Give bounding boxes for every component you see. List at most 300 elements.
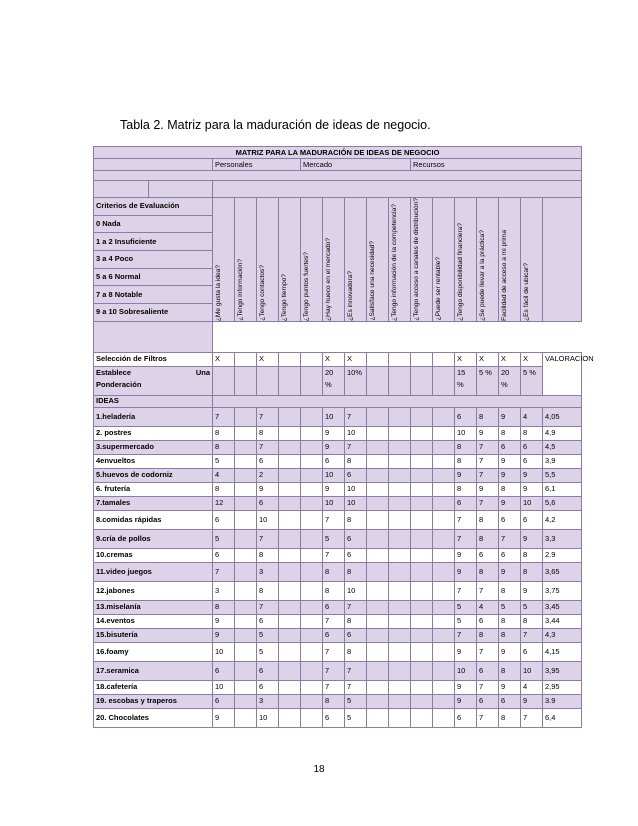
idea-score — [301, 581, 323, 600]
weight-label-b: Una — [195, 367, 210, 377]
idea-score: 10 — [345, 426, 367, 440]
table-row — [94, 694, 582, 708]
idea-score: 10 — [345, 482, 367, 496]
filter-mark — [279, 352, 301, 366]
idea-score: 8 — [257, 426, 279, 440]
idea-score: 6 — [345, 548, 367, 562]
table-row — [94, 407, 582, 426]
idea-score: 12 — [213, 496, 235, 510]
idea-score — [235, 496, 257, 510]
idea-score — [411, 468, 433, 482]
idea-score: 8 — [455, 440, 477, 454]
question-text: Facilidad de acceso a mi prima — [501, 229, 508, 321]
idea-total: 4,5 — [543, 440, 582, 454]
table-row — [94, 614, 582, 628]
ideas-label: IDEAS — [94, 395, 213, 407]
idea-score: 10 — [257, 510, 279, 529]
question-header — [257, 198, 279, 322]
idea-score — [367, 680, 389, 694]
idea-score: 9 — [455, 694, 477, 708]
idea-total: 3,45 — [543, 600, 582, 614]
idea-score — [433, 694, 455, 708]
idea-score — [411, 680, 433, 694]
question-header — [499, 198, 521, 322]
question-header — [521, 198, 543, 322]
idea-score — [279, 581, 301, 600]
idea-total: 6,4 — [543, 708, 582, 727]
idea-score — [301, 628, 323, 642]
idea-name: 16.foamy — [94, 642, 213, 661]
idea-score: 10 — [345, 496, 367, 510]
idea-score: 7 — [323, 614, 345, 628]
idea-score: 9 — [521, 581, 543, 600]
idea-score: 3 — [257, 562, 279, 581]
question-text: ¿Puede ser rentable? — [435, 257, 442, 321]
question-header — [301, 198, 323, 322]
idea-score — [367, 581, 389, 600]
maturation-matrix-table — [93, 146, 594, 728]
idea-score: 4 — [213, 468, 235, 482]
idea-score — [433, 426, 455, 440]
idea-score: 10 — [521, 496, 543, 510]
idea-score — [389, 440, 411, 454]
idea-score: 8 — [499, 426, 521, 440]
idea-score: 7 — [455, 510, 477, 529]
idea-score: 6 — [345, 529, 367, 548]
idea-score: 3 — [257, 694, 279, 708]
idea-score — [389, 680, 411, 694]
idea-score — [235, 581, 257, 600]
idea-score: 5 — [257, 628, 279, 642]
question-text: ¿Tengo disponibilidad financiera? — [457, 222, 464, 321]
idea-score: 8 — [499, 708, 521, 727]
idea-score — [367, 614, 389, 628]
idea-score — [279, 614, 301, 628]
idea-score: 9 — [213, 708, 235, 727]
idea-score — [301, 468, 323, 482]
group-mercado: Mercado — [301, 159, 411, 171]
idea-score: 6 — [499, 510, 521, 529]
idea-score: 8 — [455, 454, 477, 468]
idea-score: 9 — [499, 468, 521, 482]
idea-score — [279, 548, 301, 562]
idea-score: 7 — [455, 581, 477, 600]
table-row — [94, 395, 582, 407]
idea-score — [235, 628, 257, 642]
question-header — [411, 198, 433, 322]
idea-score: 9 — [521, 482, 543, 496]
idea-score — [301, 600, 323, 614]
idea-score: 2 — [257, 468, 279, 482]
idea-score: 5 — [455, 600, 477, 614]
idea-score — [433, 708, 455, 727]
idea-score: 8 — [499, 628, 521, 642]
idea-score — [367, 548, 389, 562]
idea-score: 7 — [257, 529, 279, 548]
idea-score — [235, 454, 257, 468]
idea-total: 3.9 — [543, 694, 582, 708]
scale-item: 3 a 4 Poco — [94, 251, 213, 269]
table-row — [94, 321, 582, 352]
idea-score — [389, 562, 411, 581]
idea-score: 10 — [521, 661, 543, 680]
idea-score — [235, 708, 257, 727]
idea-score — [279, 680, 301, 694]
idea-score — [279, 661, 301, 680]
filter-mark: X — [257, 352, 279, 366]
idea-score — [279, 642, 301, 661]
idea-name: 4envueltos — [94, 454, 213, 468]
scale-item: 7 a 8 Notable — [94, 286, 213, 304]
idea-score: 7 — [477, 680, 499, 694]
idea-total: 3,65 — [543, 562, 582, 581]
table-row — [94, 661, 582, 680]
idea-score: 9 — [499, 680, 521, 694]
weight-value — [257, 366, 279, 395]
idea-score — [367, 407, 389, 426]
idea-score: 9 — [455, 642, 477, 661]
scale-item: 9 a 10 Sobresaliente — [94, 304, 213, 322]
idea-score — [367, 454, 389, 468]
idea-name: 15.bisutería — [94, 628, 213, 642]
idea-score — [433, 468, 455, 482]
idea-score: 5 — [323, 529, 345, 548]
scale-item: 5 a 6 Normal — [94, 268, 213, 286]
question-text: ¿Tengo puntos fuertes? — [303, 251, 310, 321]
filter-mark: X — [521, 352, 543, 366]
idea-score — [367, 600, 389, 614]
weight-value — [279, 366, 301, 395]
idea-score: 6 — [345, 628, 367, 642]
idea-total: 4,9 — [543, 426, 582, 440]
idea-score — [279, 468, 301, 482]
table-row — [94, 468, 582, 482]
idea-score: 8 — [213, 600, 235, 614]
idea-score: 9 — [499, 642, 521, 661]
idea-name: 7.tamales — [94, 496, 213, 510]
idea-score — [279, 708, 301, 727]
question-header — [323, 198, 345, 322]
idea-score: 7 — [477, 454, 499, 468]
idea-score — [411, 426, 433, 440]
idea-score — [411, 548, 433, 562]
idea-score: 8 — [345, 454, 367, 468]
idea-score: 8 — [323, 581, 345, 600]
question-text: ¿Tengo información? — [237, 259, 244, 321]
idea-score — [279, 562, 301, 581]
idea-score — [279, 440, 301, 454]
question-header — [477, 198, 499, 322]
filter-label: Selección de Filtros — [94, 352, 213, 366]
idea-score — [301, 680, 323, 694]
idea-score — [301, 454, 323, 468]
weight-label-c: Ponderación — [96, 379, 142, 389]
idea-name: 8.comidas rápidas — [94, 510, 213, 529]
valoracion-header: VALORACION — [543, 352, 582, 395]
question-header — [213, 198, 235, 322]
table-row — [94, 600, 582, 614]
idea-score: 6 — [323, 454, 345, 468]
idea-score — [389, 482, 411, 496]
idea-score: 7 — [257, 440, 279, 454]
idea-score — [279, 496, 301, 510]
idea-score — [367, 440, 389, 454]
idea-name: 13.miselanía — [94, 600, 213, 614]
page-number: 18 — [313, 764, 325, 775]
idea-score — [433, 581, 455, 600]
filter-mark: X — [455, 352, 477, 366]
idea-score — [411, 562, 433, 581]
idea-score: 10 — [213, 680, 235, 694]
idea-total: 3,95 — [543, 661, 582, 680]
idea-score: 10 — [455, 426, 477, 440]
idea-score — [411, 529, 433, 548]
idea-score — [411, 440, 433, 454]
idea-score — [389, 426, 411, 440]
idea-score: 8 — [477, 628, 499, 642]
idea-score: 8 — [477, 407, 499, 426]
idea-score — [235, 426, 257, 440]
table-row — [94, 159, 582, 171]
idea-score — [433, 661, 455, 680]
idea-score: 6 — [477, 548, 499, 562]
idea-total: 3,3 — [543, 529, 582, 548]
idea-score — [367, 426, 389, 440]
idea-score: 5 — [213, 529, 235, 548]
idea-score: 7 — [323, 661, 345, 680]
weight-label — [94, 366, 213, 395]
idea-score: 8 — [323, 694, 345, 708]
idea-score — [301, 614, 323, 628]
idea-score — [279, 510, 301, 529]
idea-name: 14.eventos — [94, 614, 213, 628]
idea-score: 9 — [257, 482, 279, 496]
idea-score: 8 — [521, 562, 543, 581]
question-text: ¿Es fácil de ubicar? — [523, 262, 530, 321]
table-row — [94, 628, 582, 642]
idea-score: 6 — [455, 407, 477, 426]
idea-score: 6 — [213, 694, 235, 708]
idea-score: 7 — [213, 562, 235, 581]
weight-value — [433, 366, 455, 395]
idea-score: 9 — [521, 529, 543, 548]
weight-value: 5 % — [477, 366, 499, 395]
idea-score — [367, 510, 389, 529]
question-text: ¿Es innovadora? — [347, 270, 354, 321]
idea-score — [433, 628, 455, 642]
idea-score: 6 — [213, 661, 235, 680]
idea-score: 8 — [345, 614, 367, 628]
idea-score: 9 — [499, 454, 521, 468]
idea-score — [411, 614, 433, 628]
idea-score — [411, 600, 433, 614]
idea-score — [433, 510, 455, 529]
idea-score: 7 — [323, 510, 345, 529]
table-row — [94, 352, 582, 366]
filter-mark — [433, 352, 455, 366]
idea-score: 7 — [345, 600, 367, 614]
idea-score — [301, 562, 323, 581]
idea-score: 6 — [477, 694, 499, 708]
weight-value: 20 % — [323, 366, 345, 395]
question-header — [235, 198, 257, 322]
idea-score: 7 — [323, 548, 345, 562]
idea-score — [301, 482, 323, 496]
filter-mark: X — [477, 352, 499, 366]
idea-score: 8 — [213, 426, 235, 440]
idea-score — [235, 680, 257, 694]
idea-score: 7 — [477, 496, 499, 510]
idea-name: 9.cría de pollos — [94, 529, 213, 548]
idea-score: 3 — [213, 581, 235, 600]
idea-total: 3,44 — [543, 614, 582, 628]
table-row — [94, 581, 582, 600]
idea-score — [367, 468, 389, 482]
idea-score — [235, 614, 257, 628]
idea-score — [411, 628, 433, 642]
idea-score: 6 — [499, 548, 521, 562]
idea-score: 10 — [213, 642, 235, 661]
idea-score: 6 — [521, 510, 543, 529]
idea-score — [301, 642, 323, 661]
idea-score — [235, 661, 257, 680]
idea-score: 8 — [345, 510, 367, 529]
idea-score: 7 — [477, 642, 499, 661]
idea-score: 8 — [499, 581, 521, 600]
idea-score: 4 — [477, 600, 499, 614]
idea-score — [389, 454, 411, 468]
idea-score — [433, 440, 455, 454]
idea-score: 9 — [323, 440, 345, 454]
filter-mark: X — [499, 352, 521, 366]
question-text: ¿Satisface una necesidad? — [369, 241, 376, 321]
table-row — [94, 529, 582, 548]
filter-mark: X — [323, 352, 345, 366]
idea-score: 7 — [499, 529, 521, 548]
idea-total: 4,15 — [543, 642, 582, 661]
idea-score — [433, 482, 455, 496]
idea-total: 3,75 — [543, 581, 582, 600]
idea-score — [279, 454, 301, 468]
idea-score — [389, 708, 411, 727]
idea-score — [301, 661, 323, 680]
idea-score — [367, 708, 389, 727]
matrix-title: MATRIZ PARA LA MADURACIÓN DE IDEAS DE NEGOCIO — [94, 147, 582, 159]
filter-mark: X — [345, 352, 367, 366]
table-row — [94, 708, 582, 727]
idea-score: 10 — [455, 661, 477, 680]
idea-score — [433, 454, 455, 468]
idea-score: 6 — [257, 614, 279, 628]
idea-score: 8 — [213, 440, 235, 454]
idea-score — [367, 642, 389, 661]
idea-score — [411, 454, 433, 468]
idea-score — [279, 600, 301, 614]
idea-score — [411, 407, 433, 426]
table-row — [94, 147, 582, 159]
idea-score — [433, 562, 455, 581]
idea-score: 8 — [499, 661, 521, 680]
weight-value: 10% — [345, 366, 367, 395]
idea-score — [411, 496, 433, 510]
filter-mark — [411, 352, 433, 366]
table-row — [94, 171, 582, 181]
table-caption: Tabla 2. Matriz para la maduración de ideas de negocio. — [120, 118, 431, 132]
idea-score — [389, 468, 411, 482]
table-row — [94, 510, 582, 529]
idea-score — [389, 694, 411, 708]
idea-score: 9 — [455, 548, 477, 562]
idea-score: 7 — [345, 661, 367, 680]
idea-score: 9 — [323, 482, 345, 496]
idea-score — [389, 661, 411, 680]
idea-score: 10 — [323, 407, 345, 426]
idea-score: 4 — [521, 680, 543, 694]
idea-score — [411, 581, 433, 600]
filter-mark — [389, 352, 411, 366]
idea-score — [235, 548, 257, 562]
weight-value — [367, 366, 389, 395]
idea-total: 2.9 — [543, 548, 582, 562]
idea-score — [433, 407, 455, 426]
idea-score: 9 — [499, 407, 521, 426]
question-text: ¿Tengo tiempo? — [281, 273, 288, 321]
idea-score: 7 — [521, 628, 543, 642]
idea-score — [389, 510, 411, 529]
idea-score: 5 — [345, 694, 367, 708]
idea-score: 9 — [323, 426, 345, 440]
idea-score: 6 — [213, 510, 235, 529]
idea-score — [367, 496, 389, 510]
question-header — [367, 198, 389, 322]
idea-score: 7 — [477, 468, 499, 482]
idea-score — [301, 440, 323, 454]
idea-score — [301, 510, 323, 529]
idea-score — [389, 496, 411, 510]
weight-value: 15 % — [455, 366, 477, 395]
idea-score: 7 — [477, 581, 499, 600]
idea-score — [367, 661, 389, 680]
weight-value — [389, 366, 411, 395]
weight-value — [235, 366, 257, 395]
idea-score — [301, 407, 323, 426]
idea-score — [389, 407, 411, 426]
idea-score: 8 — [477, 529, 499, 548]
question-header — [345, 198, 367, 322]
idea-name: 20. Chocolates — [94, 708, 213, 727]
idea-name: 18.cafetería — [94, 680, 213, 694]
table-row — [94, 680, 582, 694]
idea-score — [433, 614, 455, 628]
idea-name: 12.jabones — [94, 581, 213, 600]
idea-score: 6 — [499, 440, 521, 454]
idea-score — [301, 548, 323, 562]
filter-mark: X — [213, 352, 235, 366]
idea-score: 8 — [499, 482, 521, 496]
question-header — [389, 198, 411, 322]
idea-score: 6 — [455, 708, 477, 727]
idea-name: 11.video juegos — [94, 562, 213, 581]
idea-score: 10 — [323, 468, 345, 482]
idea-score: 9 — [213, 614, 235, 628]
idea-score: 6 — [213, 548, 235, 562]
idea-score: 8 — [521, 614, 543, 628]
table-row — [94, 496, 582, 510]
idea-total: 5,5 — [543, 468, 582, 482]
table-row — [94, 366, 582, 395]
idea-score: 6 — [521, 440, 543, 454]
idea-name: 1.heladería — [94, 407, 213, 426]
